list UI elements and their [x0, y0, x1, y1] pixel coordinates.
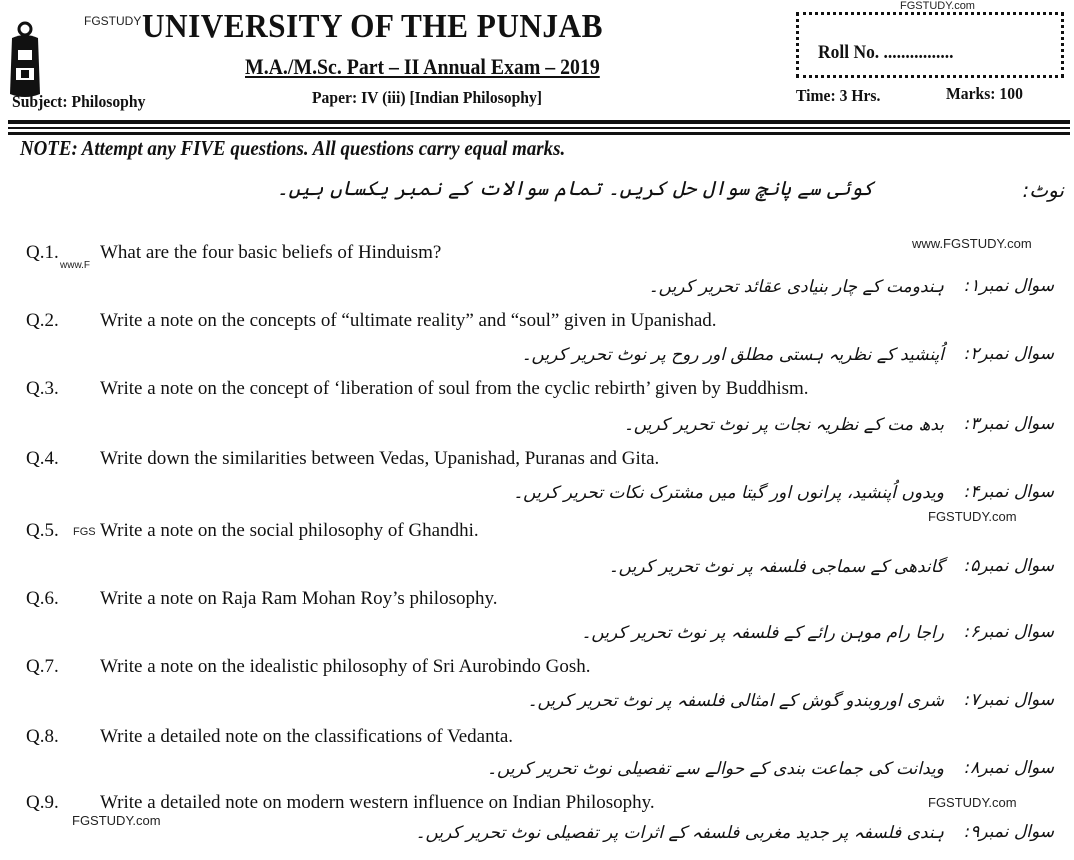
question-number: Q.3.: [26, 378, 59, 399]
question-urdu-label: سوال نمبر۲:: [964, 344, 1054, 364]
question-urdu-label: سوال نمبر۵:: [964, 556, 1054, 576]
question-number: Q.1.: [26, 242, 59, 263]
note-urdu: کوئی سے پانچ سوال حل کریں۔ تمام سوالات کے نمبر یکساں ہیں۔: [276, 176, 874, 200]
question-urdu-label: سوال نمبر۴:: [964, 482, 1054, 502]
question-text: Write a note on the concept of ‘liberation of soul from the cyclic rebirth’ given by Buddhism.: [100, 378, 809, 399]
watermark: www.F: [60, 260, 90, 271]
question-text: Write a note on the concepts of “ultimate reality” and “soul” given in Upanishad.: [100, 310, 717, 331]
question-urdu-text: راجا رام موہن رائے کے فلسفہ پر نوٹ تحریر کریں۔: [581, 623, 944, 643]
question-urdu-label: سوال نمبر۹:: [964, 822, 1054, 842]
question-urdu-text: اُپنشید کے نظریہ ہستی مطلق اور روح پر نوٹ تحریر کریں۔: [521, 345, 944, 365]
question-text: Write a note on the social philosophy of Ghandhi.: [100, 520, 479, 541]
question-urdu-text: ہندی فلسفہ پر جدید مغربی فلسفہ کے اثرات پر تفصیلی نوٹ تحریر کریں۔: [415, 823, 944, 843]
question-number: Q.9.: [26, 792, 59, 813]
question-urdu-text: ہندومت کے چار بنیادی عقائد تحریر کریں۔: [648, 277, 944, 297]
note-english: NOTE: Attempt any FIVE questions. All questions carry equal marks.: [20, 136, 566, 160]
question-number: Q.6.: [26, 588, 59, 609]
question-number: Q.7.: [26, 656, 59, 677]
question-urdu-label: سوال نمبر۳:: [964, 414, 1054, 434]
time-label: Time: 3 Hrs.: [796, 86, 881, 105]
question-urdu-text: گاندھی کے سماجی فلسفہ پر نوٹ تحریر کریں۔: [608, 557, 944, 577]
watermark: FGSTUDY.com: [928, 795, 1017, 810]
note-urdu-label: نوٹ:: [1022, 178, 1064, 202]
question-text: Write a detailed note on modern western influence on Indian Philosophy.: [100, 792, 655, 813]
question-text: Write a detailed note on the classifications of Vedanta.: [100, 726, 514, 747]
divider: [8, 120, 1070, 124]
watermark: FGSTUDY.com: [72, 813, 161, 828]
question-urdu-label: سوال نمبر۶:: [964, 622, 1054, 642]
university-title: UNIVERSITY OF THE PUNJAB: [142, 8, 603, 45]
exam-title: M.A./M.Sc. Part – II Annual Exam – 2019: [245, 54, 600, 79]
question-urdu-text: ویدانت کی جماعت بندی کے حوالے سے تفصیلی نوٹ تحریر کریں۔: [487, 759, 944, 779]
question-number: Q.8.: [26, 726, 59, 747]
subject-label: Subject: Philosophy: [12, 92, 146, 111]
divider: [8, 127, 1070, 129]
question-text: What are the four basic beliefs of Hinduism?: [100, 242, 442, 263]
question-urdu-text: بدھ مت کے نظریہ نجات پر نوٹ تحریر کریں۔: [623, 415, 944, 435]
university-logo: [6, 20, 44, 100]
question-text: Write down the similarities between Vedas, Upanishad, Puranas and Gita.: [100, 448, 660, 469]
question-text: Write a note on the idealistic philosophy of Sri Aurobindo Gosh.: [100, 656, 591, 677]
watermark: FGSTUDY: [84, 14, 142, 28]
question-number: Q.4.: [26, 448, 59, 469]
paper-label: Paper: IV (iii) [Indian Philosophy]: [312, 88, 543, 107]
question-number: Q.5.: [26, 520, 59, 541]
question-urdu-label: سوال نمبر۱:: [964, 276, 1054, 296]
divider: [8, 132, 1070, 135]
question-urdu-label: سوال نمبر۸:: [964, 758, 1054, 778]
watermark: FGSTUDY.com: [928, 509, 1017, 524]
question-text: Write a note on Raja Ram Mohan Roy’s philosophy.: [100, 588, 498, 609]
question-number: Q.2.: [26, 310, 59, 331]
watermark: www.FGSTUDY.com: [912, 236, 1032, 251]
question-urdu-text: شری اوروبندو گوش کے امثالی فلسفہ پر نوٹ تحریر کریں۔: [527, 691, 944, 711]
question-urdu-label: سوال نمبر۷:: [964, 690, 1054, 710]
roll-number-field: Roll No. ................: [818, 42, 954, 63]
watermark: FGSTUDY.com: [900, 0, 975, 12]
question-urdu-text: ویدوں اُپنشید، پرانوں اور گیتا میں مشترک نکات تحریر کریں۔: [513, 483, 944, 503]
marks-label: Marks: 100: [946, 84, 1023, 103]
watermark: FGS: [73, 526, 96, 538]
